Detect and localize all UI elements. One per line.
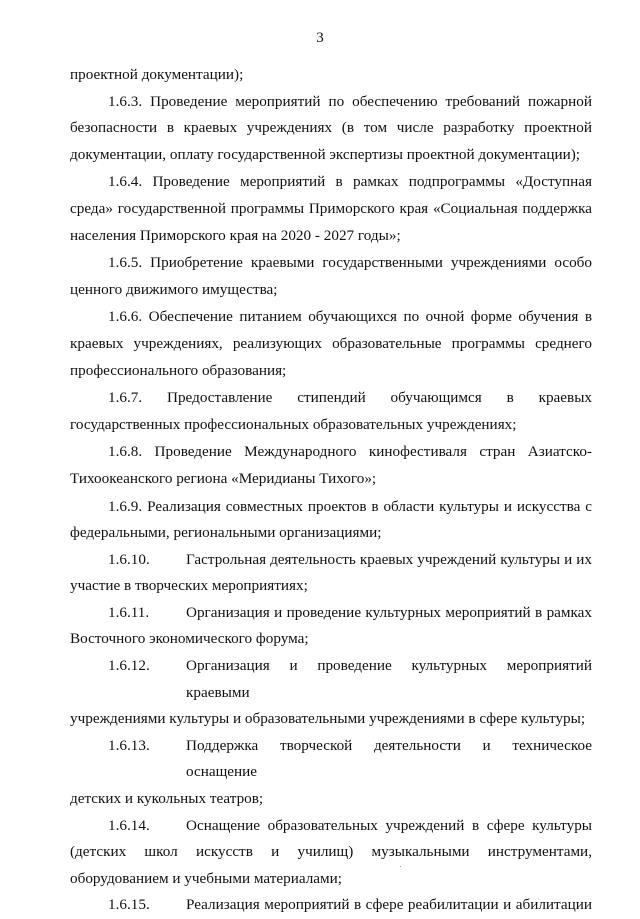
- paragraph-1-6-12-cont: учреждениями культуры и образовательными учреждениями в сфере культуры;: [70, 710, 586, 728]
- paragraph-1-6-4: 1.6.4. Проведение мероприятий в рамках подпрограммы «Доступная среда» государственной программы Приморского края «Социальная поддержка населения Приморского края на 2020 - 2027 годы»;: [70, 173, 592, 244]
- paragraph-1-6-14-cont: (детских школ искусств и училищ) музыкальными инструментами, оборудованием и учебными материалами;: [70, 843, 592, 887]
- paragraph-1-6-10-head: [70, 547, 592, 574]
- page-number: 3: [316, 30, 324, 46]
- item-text: Организация и проведение культурных мероприятий в рамках: [186, 603, 592, 621]
- scan-speck: [400, 866, 401, 867]
- paragraph-1-6-13-head: [70, 733, 592, 786]
- paragraph-1-6-15-head: [70, 892, 592, 919]
- item-number: 1.6.15.: [108, 896, 150, 914]
- item-text: Поддержка творческой деятельности и техническое оснащение: [186, 736, 592, 781]
- item-number: 1.6.13.: [108, 736, 150, 754]
- item-number: 1.6.12.: [108, 657, 150, 675]
- item-text: Гастрольная деятельность краевых учреждений культуры и их: [186, 550, 592, 568]
- paragraph-continuation: проектной документации);: [70, 66, 244, 83]
- item-text: Оснащение образовательных учреждений в сфере культуры: [186, 816, 592, 834]
- paragraph-1-6-9: 1.6.9. Реализация совместных проектов в области культуры и искусства с федеральными, региональными организациями;: [70, 497, 592, 542]
- paragraph-1-6-10-cont: участие в творческих мероприятиях;: [70, 577, 308, 595]
- paragraph-1-6-14-head: [70, 813, 592, 840]
- paragraph-1-6-12-head: [70, 653, 592, 706]
- item-text: Организация и проведение культурных мероприятий краевыми: [186, 657, 592, 701]
- paragraph-1-6-11-head: [70, 600, 592, 627]
- paragraph-1-6-5: 1.6.5. Приобретение краевыми государственными учреждениями особо ценного движимого имущества;: [70, 254, 592, 298]
- paragraph-1-6-13-cont: детских и кукольных театров;: [70, 790, 264, 808]
- paragraph-1-6-11-cont: Восточного экономического форума;: [70, 630, 309, 648]
- paragraph-1-6-7: 1.6.7. Предоставление стипендий обучающимся в краевых государственных профессиональных образовательных учреждениях;: [70, 389, 592, 433]
- item-number: 1.6.10.: [108, 550, 150, 568]
- paragraph-1-6-8: 1.6.8. Проведение Международного кинофестиваля стран Азиатско-Тихоокеанского региона «Меридианы Тихого»;: [70, 443, 592, 487]
- item-number: 1.6.14.: [108, 816, 150, 834]
- paragraph-1-6-6: 1.6.6. Обеспечение питанием обучающихся по очной форме обучения в краевых учреждениях, реализующих образовательные программы среднего профессионального образования;: [70, 308, 592, 379]
- item-number: 1.6.11.: [108, 603, 150, 621]
- paragraph-1-6-3: 1.6.3. Проведение мероприятий по обеспечению требований пожарной безопасности в краевых учреждениях (в том числе разработку проектной документации, оплату государственной экспертизы проектной документации);: [70, 92, 592, 163]
- item-text: Реализация мероприятий в сфере реабилитации и абилитации: [186, 896, 592, 914]
- document-body: [70, 62, 592, 919]
